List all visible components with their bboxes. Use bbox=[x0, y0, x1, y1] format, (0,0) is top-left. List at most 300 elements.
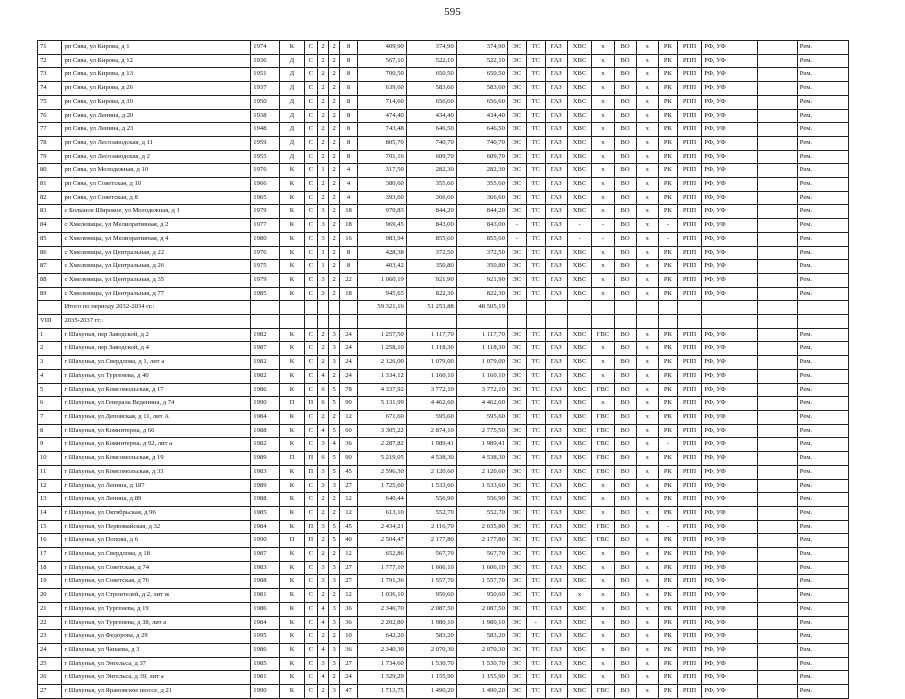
cell-address: г Шахунья, ул Октябрьская, д 96 bbox=[62, 506, 251, 520]
cell-extra-column bbox=[757, 452, 797, 466]
cell-electricity: ЭС bbox=[507, 479, 526, 493]
cell-work-type: Рем. bbox=[797, 82, 848, 96]
table-row bbox=[38, 164, 849, 178]
cell-row-number: 15 bbox=[38, 520, 62, 534]
cell-gas: ГАЗ bbox=[545, 246, 567, 260]
cell-hot-water: х bbox=[592, 178, 614, 192]
cell-sewerage: ВО bbox=[614, 520, 636, 534]
cell-sewerage: ВО bbox=[614, 479, 636, 493]
cell-living-area: 1 490,20 bbox=[406, 685, 456, 699]
cell-living-area: 656,60 bbox=[406, 95, 456, 109]
cell-roof-repair: РК bbox=[658, 191, 677, 205]
cell-roof-repair: - bbox=[658, 520, 677, 534]
cell-address: г Шахунья, ул Свердлова, д 18 bbox=[62, 548, 251, 562]
cell-foundation-repair: РФ, УФ bbox=[702, 219, 758, 233]
table-row bbox=[38, 95, 849, 109]
table-row bbox=[38, 369, 849, 383]
cell-work-type: Рем. bbox=[797, 561, 848, 575]
cell-other-utility: х bbox=[636, 150, 658, 164]
cell-wall-material: К bbox=[280, 232, 304, 246]
cell-heating: ТС bbox=[526, 602, 545, 616]
cell-foundation-repair: РФ, УФ bbox=[702, 82, 758, 96]
cell-living-area: 1 557,70 bbox=[406, 575, 456, 589]
cell-apartments-count: 90 bbox=[340, 397, 358, 411]
cell-row-number: 87 bbox=[38, 260, 62, 274]
cell-row-number: 20 bbox=[38, 589, 62, 603]
cell-sewerage: ВО bbox=[614, 164, 636, 178]
cell-other-utility: х bbox=[636, 164, 658, 178]
cell-hot-water: х bbox=[592, 82, 614, 96]
cell-wall-material: К bbox=[280, 178, 304, 192]
cell-roof-repair: РК bbox=[658, 68, 677, 82]
cell-total-area: 1 258,10 bbox=[357, 342, 406, 356]
cell-wall-material: К bbox=[280, 205, 304, 219]
cell-wall-material: К bbox=[280, 685, 304, 699]
table-row bbox=[38, 465, 849, 479]
cell-residential-area: 1 160,10 bbox=[456, 369, 507, 383]
cell-foundation-repair: РФ, УФ bbox=[702, 68, 758, 82]
cell-apartments-count: 8 bbox=[340, 68, 358, 82]
cell-living-area: 1 989,41 bbox=[406, 438, 456, 452]
cell-total-area: 642,20 bbox=[357, 630, 406, 644]
cell-other-utility: х bbox=[636, 246, 658, 260]
cell-floors-count: 6 bbox=[317, 383, 328, 397]
cell-roof-repair: РК bbox=[658, 548, 677, 562]
cell-electricity: ЭС bbox=[507, 54, 526, 68]
cell-work-type: Рем. bbox=[797, 410, 848, 424]
cell-apartments-count: 36 bbox=[340, 602, 358, 616]
cell-electricity: ЭС bbox=[507, 246, 526, 260]
cell-work-type: Рем. bbox=[797, 178, 848, 192]
cell-apartments-count bbox=[340, 315, 358, 329]
cell-other-utility: х bbox=[636, 178, 658, 192]
cell-sewerage: ВО bbox=[614, 205, 636, 219]
cell-electricity bbox=[507, 315, 526, 329]
cell-roof-repair: РК bbox=[658, 479, 677, 493]
cell-entrances-count: 2 bbox=[329, 246, 340, 260]
cell-work-type: Рем. bbox=[797, 68, 848, 82]
cell-gas: ГАЗ bbox=[545, 287, 567, 301]
cell-roof-repair: РК bbox=[658, 356, 677, 370]
cell-cold-water: ХВС bbox=[567, 465, 591, 479]
cell-roof-type: С bbox=[304, 493, 317, 507]
cell-address: г Шахунья, ул Чапаева, д 3 bbox=[62, 643, 251, 657]
cell-gas: ГАЗ bbox=[545, 219, 567, 233]
cell-floors-count: 2 bbox=[317, 534, 328, 548]
cell-cold-water: ХВС bbox=[567, 287, 591, 301]
cell-residential-area: 822,30 bbox=[456, 287, 507, 301]
cell-wall-material: К bbox=[280, 671, 304, 685]
cell-cold-water: ХВС bbox=[567, 520, 591, 534]
cell-foundation-repair: РФ, УФ bbox=[702, 41, 758, 55]
cell-address: г Шахунья, пер Заводской, д 2 bbox=[62, 328, 251, 342]
cell-residential-area: 1 989,41 bbox=[456, 438, 507, 452]
cell-extra-column bbox=[757, 260, 797, 274]
cell-apartments-count: 60 bbox=[340, 424, 358, 438]
cell-living-area: 1 155,90 bbox=[406, 671, 456, 685]
cell-wall-material: К bbox=[280, 589, 304, 603]
cell-sewerage: ВО bbox=[614, 438, 636, 452]
cell-hot-water: х bbox=[592, 575, 614, 589]
cell-wall-material: К bbox=[280, 273, 304, 287]
cell-roof-repair: РК bbox=[658, 273, 677, 287]
cell-gas: ГАЗ bbox=[545, 548, 567, 562]
cell-residential-area: 2 070,30 bbox=[456, 643, 507, 657]
cell-entrances-count: 3 bbox=[329, 643, 340, 657]
cell-address: с Хмелевицы, ул Мелиоративная, д 2 bbox=[62, 219, 251, 233]
cell-cold-water: ХВС bbox=[567, 123, 591, 137]
cell-hot-water: х bbox=[592, 561, 614, 575]
cell-wall-material: Д bbox=[280, 109, 304, 123]
cell-residential-area: 4 462,60 bbox=[456, 397, 507, 411]
cell-cold-water: ХВС bbox=[567, 164, 591, 178]
cell-facade-repair: РПП bbox=[677, 328, 701, 342]
cell-heating: ТС bbox=[526, 150, 545, 164]
cell-other-utility: х bbox=[636, 465, 658, 479]
cell-hot-water: х bbox=[592, 397, 614, 411]
cell-wall-material: К bbox=[280, 438, 304, 452]
cell-gas: ГАЗ bbox=[545, 479, 567, 493]
cell-other-utility: х bbox=[636, 82, 658, 96]
cell-gas: ГАЗ bbox=[545, 630, 567, 644]
cell-extra-column bbox=[757, 150, 797, 164]
cell-facade-repair: РПП bbox=[677, 575, 701, 589]
cell-hot-water: ГВС bbox=[592, 520, 614, 534]
cell-work-type: Рем. bbox=[797, 506, 848, 520]
cell-heating: ТС bbox=[526, 465, 545, 479]
cell-facade-repair: РПП bbox=[677, 397, 701, 411]
cell-row-number: 8 bbox=[38, 424, 62, 438]
cell-address: рп Сява, ул Кирова, д 1 bbox=[62, 41, 251, 55]
cell-facade-repair: РПП bbox=[677, 95, 701, 109]
cell-other-utility: х bbox=[636, 109, 658, 123]
cell-roof-type: С bbox=[304, 68, 317, 82]
cell-electricity: ЭС bbox=[507, 95, 526, 109]
cell-hot-water: ГВС bbox=[592, 465, 614, 479]
cell-roof-type: С bbox=[304, 630, 317, 644]
cell-address: с Хмелевицы, ул Центральная, д 26 bbox=[62, 260, 251, 274]
cell-wall-material: Д bbox=[280, 54, 304, 68]
cell-gas: ГАЗ bbox=[545, 506, 567, 520]
cell-gas: ГАЗ bbox=[545, 397, 567, 411]
cell-apartments-count: 45 bbox=[340, 465, 358, 479]
cell-residential-area: 434,40 bbox=[456, 109, 507, 123]
cell-heating: ТС bbox=[526, 383, 545, 397]
cell-residential-area: 583,20 bbox=[456, 630, 507, 644]
cell-heating: ТС bbox=[526, 424, 545, 438]
cell-facade-repair bbox=[677, 315, 701, 329]
table-row bbox=[38, 575, 849, 589]
cell-hot-water: - bbox=[592, 232, 614, 246]
cell-wall-material: К bbox=[280, 356, 304, 370]
cell-extra-column bbox=[757, 643, 797, 657]
cell-year-built: 1979 bbox=[251, 273, 280, 287]
cell-hot-water: х bbox=[592, 54, 614, 68]
cell-residential-area: 552,70 bbox=[456, 506, 507, 520]
cell-year-built: 1987 bbox=[251, 342, 280, 356]
cell-row-number: 88 bbox=[38, 273, 62, 287]
cell-residential-area: 1 117,70 bbox=[456, 328, 507, 342]
cell-heating: ТС bbox=[526, 657, 545, 671]
cell-heating: ТС bbox=[526, 287, 545, 301]
cell-living-area: 552,70 bbox=[406, 506, 456, 520]
cell-sewerage: ВО bbox=[614, 657, 636, 671]
cell-entrances-count: 2 bbox=[329, 191, 340, 205]
table-row bbox=[38, 589, 849, 603]
cell-roof-type: С bbox=[304, 191, 317, 205]
cell-living-area: 434,40 bbox=[406, 109, 456, 123]
cell-other-utility: х bbox=[636, 506, 658, 520]
cell-roof-type bbox=[304, 315, 317, 329]
cell-entrances-count: 2 bbox=[329, 95, 340, 109]
cell-entrances-count: 2 bbox=[329, 205, 340, 219]
cell-wall-material bbox=[280, 315, 304, 329]
cell-foundation-repair: РФ, УФ bbox=[702, 287, 758, 301]
cell-apartments-count: 27 bbox=[340, 657, 358, 671]
cell-wall-material: К bbox=[280, 493, 304, 507]
cell-electricity: ЭС bbox=[507, 356, 526, 370]
cell-apartments-count: 12 bbox=[340, 589, 358, 603]
cell-living-area: 740,70 bbox=[406, 136, 456, 150]
cell-hot-water: х bbox=[592, 246, 614, 260]
cell-cold-water: ХВС bbox=[567, 630, 591, 644]
cell-residential-area: 350,80 bbox=[456, 260, 507, 274]
table-row bbox=[38, 150, 849, 164]
cell-year-built: 1987 bbox=[251, 548, 280, 562]
cell-floors-count: 2 bbox=[317, 82, 328, 96]
cell-foundation-repair bbox=[702, 301, 758, 315]
cell-facade-repair: РПП bbox=[677, 68, 701, 82]
cell-apartments-count: 8 bbox=[340, 150, 358, 164]
cell-heating: ТС bbox=[526, 178, 545, 192]
cell-entrances-count: 2 bbox=[329, 178, 340, 192]
cell-other-utility: х bbox=[636, 205, 658, 219]
cell-extra-column bbox=[757, 356, 797, 370]
cell-total-area: 1 060,19 bbox=[357, 273, 406, 287]
cell-residential-area: 1 079,00 bbox=[456, 356, 507, 370]
cell-residential-area: 522,10 bbox=[456, 54, 507, 68]
cell-entrances-count: 2 bbox=[329, 506, 340, 520]
cell-entrances-count: 5 bbox=[329, 424, 340, 438]
cell-work-type: Рем. bbox=[797, 493, 848, 507]
cell-entrances-count: 5 bbox=[329, 534, 340, 548]
cell-roof-repair: РК bbox=[658, 589, 677, 603]
cell-gas: ГАЗ bbox=[545, 369, 567, 383]
cell-foundation-repair: РФ, УФ bbox=[702, 178, 758, 192]
cell-heating: ТС bbox=[526, 219, 545, 233]
cell-extra-column bbox=[757, 383, 797, 397]
cell-cold-water: ХВС bbox=[567, 438, 591, 452]
cell-residential-area: 2 035,80 bbox=[456, 520, 507, 534]
cell-heating: ТС bbox=[526, 41, 545, 55]
cell-sewerage: ВО bbox=[614, 383, 636, 397]
cell-facade-repair: РПП bbox=[677, 178, 701, 192]
cell-sewerage: ВО bbox=[614, 465, 636, 479]
cell-hot-water: ГВС bbox=[592, 685, 614, 699]
cell-row-number: 77 bbox=[38, 123, 62, 137]
cell-address: рп Сява, ул Кирова, д 12 bbox=[62, 54, 251, 68]
cell-roof-type: С bbox=[304, 95, 317, 109]
cell-extra-column bbox=[757, 205, 797, 219]
cell-floors-count: 3 bbox=[317, 205, 328, 219]
cell-gas: ГАЗ bbox=[545, 82, 567, 96]
cell-entrances-count: 2 bbox=[329, 219, 340, 233]
cell-living-area: 2 087,50 bbox=[406, 602, 456, 616]
table-row bbox=[38, 273, 849, 287]
cell-residential-area: 1 557,70 bbox=[456, 575, 507, 589]
cell-gas: ГАЗ bbox=[545, 232, 567, 246]
cell-row-number: 22 bbox=[38, 616, 62, 630]
cell-living-area: 374,90 bbox=[406, 41, 456, 55]
cell-floors-count: 2 bbox=[317, 356, 328, 370]
cell-facade-repair: РПП bbox=[677, 424, 701, 438]
cell-address: г Шахунья, пер Заводской, д 4 bbox=[62, 342, 251, 356]
cell-floors-count: 2 bbox=[317, 68, 328, 82]
cell-living-area: 650,50 bbox=[406, 68, 456, 82]
cell-apartments-count: 8 bbox=[340, 82, 358, 96]
cell-living-area: 366,60 bbox=[406, 191, 456, 205]
cell-foundation-repair: РФ, УФ bbox=[702, 136, 758, 150]
cell-cold-water: ХВС bbox=[567, 356, 591, 370]
cell-sewerage: ВО bbox=[614, 41, 636, 55]
cell-hot-water: х bbox=[592, 671, 614, 685]
cell-row-number: 16 bbox=[38, 534, 62, 548]
cell-apartments-count: 8 bbox=[340, 136, 358, 150]
cell-year-built bbox=[251, 315, 280, 329]
cell-residential-area: 855,60 bbox=[456, 232, 507, 246]
table-row bbox=[38, 328, 849, 342]
cell-sewerage: ВО bbox=[614, 643, 636, 657]
page-number: 595 bbox=[444, 6, 461, 18]
cell-year-built: 1990 bbox=[251, 397, 280, 411]
cell-electricity: ЭС bbox=[507, 287, 526, 301]
table-row bbox=[38, 383, 849, 397]
cell-total-area: 4 337,92 bbox=[357, 383, 406, 397]
cell-roof-type: П bbox=[304, 520, 317, 534]
cell-address: г Шахунья, ул Федорова, д 29 bbox=[62, 630, 251, 644]
cell-entrances-count: 2 bbox=[329, 232, 340, 246]
cell-total-area: 428,38 bbox=[357, 246, 406, 260]
cell-wall-material: К bbox=[280, 287, 304, 301]
cell-facade-repair: РПП bbox=[677, 369, 701, 383]
cell-entrances-count: 2 bbox=[329, 123, 340, 137]
cell-sewerage: ВО bbox=[614, 369, 636, 383]
cell-apartments-count: 36 bbox=[340, 438, 358, 452]
cell-total-area: 639,60 bbox=[357, 82, 406, 96]
cell-roof-repair: РК bbox=[658, 493, 677, 507]
cell-total-area: 567,10 bbox=[357, 54, 406, 68]
cell-row-number bbox=[38, 301, 62, 315]
cell-electricity: ЭС bbox=[507, 506, 526, 520]
cell-cold-water bbox=[567, 301, 591, 315]
cell-roof-type: П bbox=[304, 465, 317, 479]
cell-extra-column bbox=[757, 369, 797, 383]
cell-residential-area: 609,70 bbox=[456, 150, 507, 164]
cell-heating: ТС bbox=[526, 479, 545, 493]
cell-extra-column bbox=[757, 465, 797, 479]
cell-apartments-count: 27 bbox=[340, 575, 358, 589]
cell-other-utility: х bbox=[636, 548, 658, 562]
cell-living-area: 1 118,30 bbox=[406, 342, 456, 356]
cell-electricity: ЭС bbox=[507, 561, 526, 575]
cell-floors-count: 2 bbox=[317, 589, 328, 603]
cell-electricity: ЭС bbox=[507, 424, 526, 438]
cell-sewerage: ВО bbox=[614, 356, 636, 370]
cell-row-number: 9 bbox=[38, 438, 62, 452]
cell-extra-column bbox=[757, 575, 797, 589]
cell-electricity: ЭС bbox=[507, 123, 526, 137]
cell-extra-column bbox=[757, 287, 797, 301]
cell-cold-water: ХВС bbox=[567, 493, 591, 507]
cell-row-number: 78 bbox=[38, 136, 62, 150]
cell-row-number: 89 bbox=[38, 287, 62, 301]
cell-residential-area: 282,30 bbox=[456, 164, 507, 178]
cell-entrances-count: 3 bbox=[329, 685, 340, 699]
cell-residential-area: 1 490,20 bbox=[456, 685, 507, 699]
cell-hot-water: ГВС bbox=[592, 438, 614, 452]
cell-work-type: Рем. bbox=[797, 589, 848, 603]
cell-row-number: 21 bbox=[38, 602, 62, 616]
cell-living-area: 2 116,70 bbox=[406, 520, 456, 534]
cell-wall-material: К bbox=[280, 548, 304, 562]
cell-gas: ГАЗ bbox=[545, 493, 567, 507]
cell-roof-repair: РК bbox=[658, 397, 677, 411]
cell-sewerage: ВО bbox=[614, 328, 636, 342]
cell-electricity: ЭС bbox=[507, 534, 526, 548]
cell-address: с Хмелевицы, ул Центральная, д 77 bbox=[62, 287, 251, 301]
cell-electricity: ЭС bbox=[507, 630, 526, 644]
cell-work-type: Рем. bbox=[797, 424, 848, 438]
cell-living-area: 1 117,70 bbox=[406, 328, 456, 342]
cell-other-utility: х bbox=[636, 328, 658, 342]
cell-apartments-count: 10 bbox=[340, 630, 358, 644]
table-row bbox=[38, 616, 849, 630]
cell-apartments-count: 90 bbox=[340, 452, 358, 466]
cell-foundation-repair: РФ, УФ bbox=[702, 630, 758, 644]
cell-address: рп Сява, ул Ленина, д 23 bbox=[62, 123, 251, 137]
cell-row-number: 23 bbox=[38, 630, 62, 644]
cell-apartments-count: 8 bbox=[340, 109, 358, 123]
cell-roof-repair: РК bbox=[658, 383, 677, 397]
cell-electricity: ЭС bbox=[507, 136, 526, 150]
cell-work-type: Рем. bbox=[797, 397, 848, 411]
cell-floors-count: 4 bbox=[317, 643, 328, 657]
cell-address: г Шахунья, ул Тургенева, д 19 bbox=[62, 602, 251, 616]
cell-entrances-count: 5 bbox=[329, 465, 340, 479]
cell-apartments-count: 18 bbox=[340, 287, 358, 301]
table-row bbox=[38, 219, 849, 233]
cell-cold-water: ХВС bbox=[567, 82, 591, 96]
cell-apartments-count: 47 bbox=[340, 685, 358, 699]
table-row bbox=[38, 205, 849, 219]
cell-foundation-repair: РФ, УФ bbox=[702, 465, 758, 479]
cell-residential-area: 921,90 bbox=[456, 273, 507, 287]
cell-roof-type: С bbox=[304, 438, 317, 452]
cell-total-area: 2 346,70 bbox=[357, 602, 406, 616]
cell-cold-water: ХВС bbox=[567, 506, 591, 520]
cell-roof-repair: РК bbox=[658, 328, 677, 342]
cell-other-utility: х bbox=[636, 438, 658, 452]
cell-residential-area: 2 775,50 bbox=[456, 424, 507, 438]
cell-wall-material: К bbox=[280, 246, 304, 260]
cell-row-number: 1 bbox=[38, 328, 62, 342]
cell-floors-count: 3 bbox=[317, 273, 328, 287]
cell-wall-material: К bbox=[280, 260, 304, 274]
cell-work-type: Рем. bbox=[797, 328, 848, 342]
cell-year-built: 1975 bbox=[251, 260, 280, 274]
cell-floors-count: 4 bbox=[317, 602, 328, 616]
cell-floors-count: 3 bbox=[317, 219, 328, 233]
